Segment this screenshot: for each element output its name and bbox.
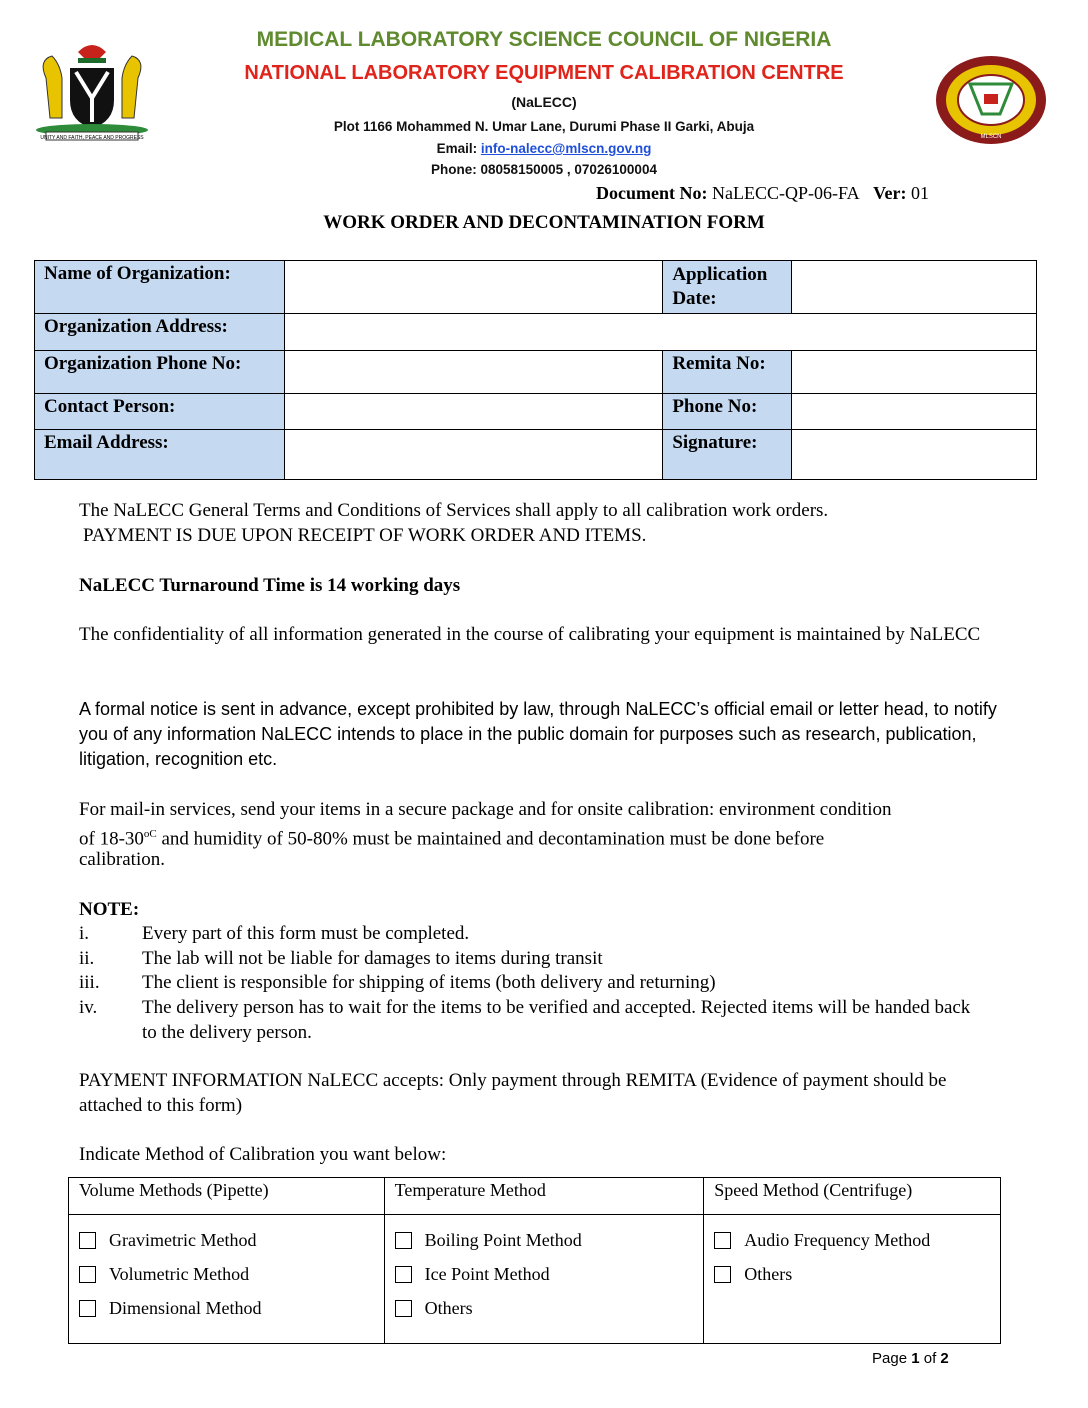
email-label: Email: [436,141,478,156]
email-link[interactable]: info-nalecc@mlscn.gov.ng [480,141,652,156]
volume-methods-header: Volume Methods (Pipette) [69,1178,385,1215]
checkbox[interactable] [395,1266,412,1283]
application-date-field[interactable] [792,261,1037,314]
organization-info-table [34,260,1037,480]
temperature-method-header: Temperature Method [384,1178,704,1215]
contact-person-label: Contact Person: [35,394,285,430]
contact-person-field[interactable] [284,394,662,430]
org-address-label: Organization Address: [35,314,285,351]
version-label: Ver: [873,183,907,203]
centre-phone: Phone: 08058150005 , 07026100004 [431,162,657,177]
turnaround-time: NaLECC Turnaround Time is 14 working days [79,575,461,596]
note-item: iii. The client is responsible for shipping of items (both delivery and returning) [79,972,716,993]
doc-no-label: Document No: [596,183,708,203]
page-number: Page 1 of 2 [872,1350,949,1367]
centre-address: Plot 1166 Mohammed N. Umar Lane, Durumi Phase II Garki, Abuja [333,119,755,134]
org-phone-field[interactable] [284,351,662,394]
payment-information: PAYMENT INFORMATION NaLECC accepts: Only payment through REMITA (Evidence of payment should be attached to this form) [79,1070,947,1116]
audio-frequency-method-option[interactable]: Audio Frequency Method [714,1223,990,1257]
boiling-point-method-option[interactable]: Boiling Point Method [395,1223,694,1257]
dimensional-method-option[interactable]: Dimensional Method [79,1291,374,1325]
checkbox[interactable] [714,1266,731,1283]
checkbox[interactable] [395,1300,412,1317]
formal-notice-statement: A formal notice is sent in advance, except prohibited by law, through NaLECC’s official email or letter head, to notify you of any information NaLECC intends to place in the public domain for purposes such as research, publication, litigation, recognition etc. [79,699,997,769]
speed-others-option[interactable]: Others [714,1257,990,1291]
email-address-field[interactable] [284,430,662,480]
version-value: 01 [910,183,929,203]
form-title: WORK ORDER AND DECONTAMINATION FORM [323,212,765,233]
note-item: iv. The delivery person has to wait for the items to be verified and accepted. Rejected items will be handed back to the delivery person. [79,997,971,1043]
org-phone-label: Organization Phone No: [35,351,285,394]
calibration-method-table [68,1177,1001,1344]
indicate-method-instruction: Indicate Method of Calibration you want below: [79,1144,447,1165]
remita-no-label: Remita No: [663,351,792,394]
centre-email-line [240,141,848,156]
temperature-others-option[interactable]: Others [395,1291,694,1325]
doc-no-value: NaLECC-QP-06-FA [711,183,860,203]
document-number [596,183,929,204]
mail-in-line-3: calibration. [79,849,165,870]
mail-in-line-1: For mail-in services, send your items in a secure package and for onsite calibration: environment condition [79,799,892,820]
checkbox[interactable] [79,1300,96,1317]
signature-field[interactable] [792,430,1037,480]
terms-statement: The NaLECC General Terms and Conditions of Services shall apply to all calibration work orders. [79,500,829,521]
seal-letters: MLSCN [980,134,1002,140]
org-name-field[interactable] [284,261,662,314]
checkbox[interactable] [714,1232,731,1249]
note-item: ii. The lab will not be liable for damages to items during transit [79,948,603,969]
coat-of-arms-motto: UNITY AND FAITH, PEACE AND PROGRESS [40,135,144,141]
speed-method-options [704,1215,1001,1344]
checkbox[interactable] [79,1232,96,1249]
mlscn-seal-logo [934,54,1048,146]
coat-of-arms-logo [28,38,156,142]
payment-due-statement: PAYMENT IS DUE UPON RECEIPT OF WORK ORDER AND ITEMS. [83,525,647,546]
centre-name: NATIONAL LABORATORY EQUIPMENT CALIBRATION CENTRE [244,62,844,84]
note-title: NOTE: [79,899,140,920]
signature-label: Signature: [663,430,792,480]
speed-method-header: Speed Method (Centrifuge) [704,1178,1001,1215]
temperature-method-options [384,1215,704,1344]
volume-methods-options [69,1215,385,1344]
application-date-label: Application Date: [663,261,792,314]
remita-no-field[interactable] [792,351,1037,394]
phone-no-field[interactable] [792,394,1037,430]
confidentiality-statement: The confidentiality of all information generated in the course of calibrating your equipment is maintained by NaLECC [79,624,981,645]
ice-point-method-option[interactable]: Ice Point Method [395,1257,694,1291]
org-name-label: Name of Organization: [35,261,285,314]
org-address-field[interactable] [284,314,1036,351]
email-address-label: Email Address: [35,430,285,480]
gravimetric-method-option[interactable]: Gravimetric Method [79,1223,374,1257]
phone-no-label: Phone No: [663,394,792,430]
volumetric-method-option[interactable]: Volumetric Method [79,1257,374,1291]
note-item: i. Every part of this form must be completed. [79,923,470,944]
checkbox[interactable] [395,1232,412,1249]
mail-in-line-2: of $18-30^{oC}$ and humidity of 50-80% must be maintained and decontamination must be done before [79,828,825,850]
checkbox[interactable] [79,1266,96,1283]
centre-abbreviation: (NaLECC) [511,94,577,110]
council-name: MEDICAL LABORATORY SCIENCE COUNCIL OF NIGERIA [256,28,832,51]
